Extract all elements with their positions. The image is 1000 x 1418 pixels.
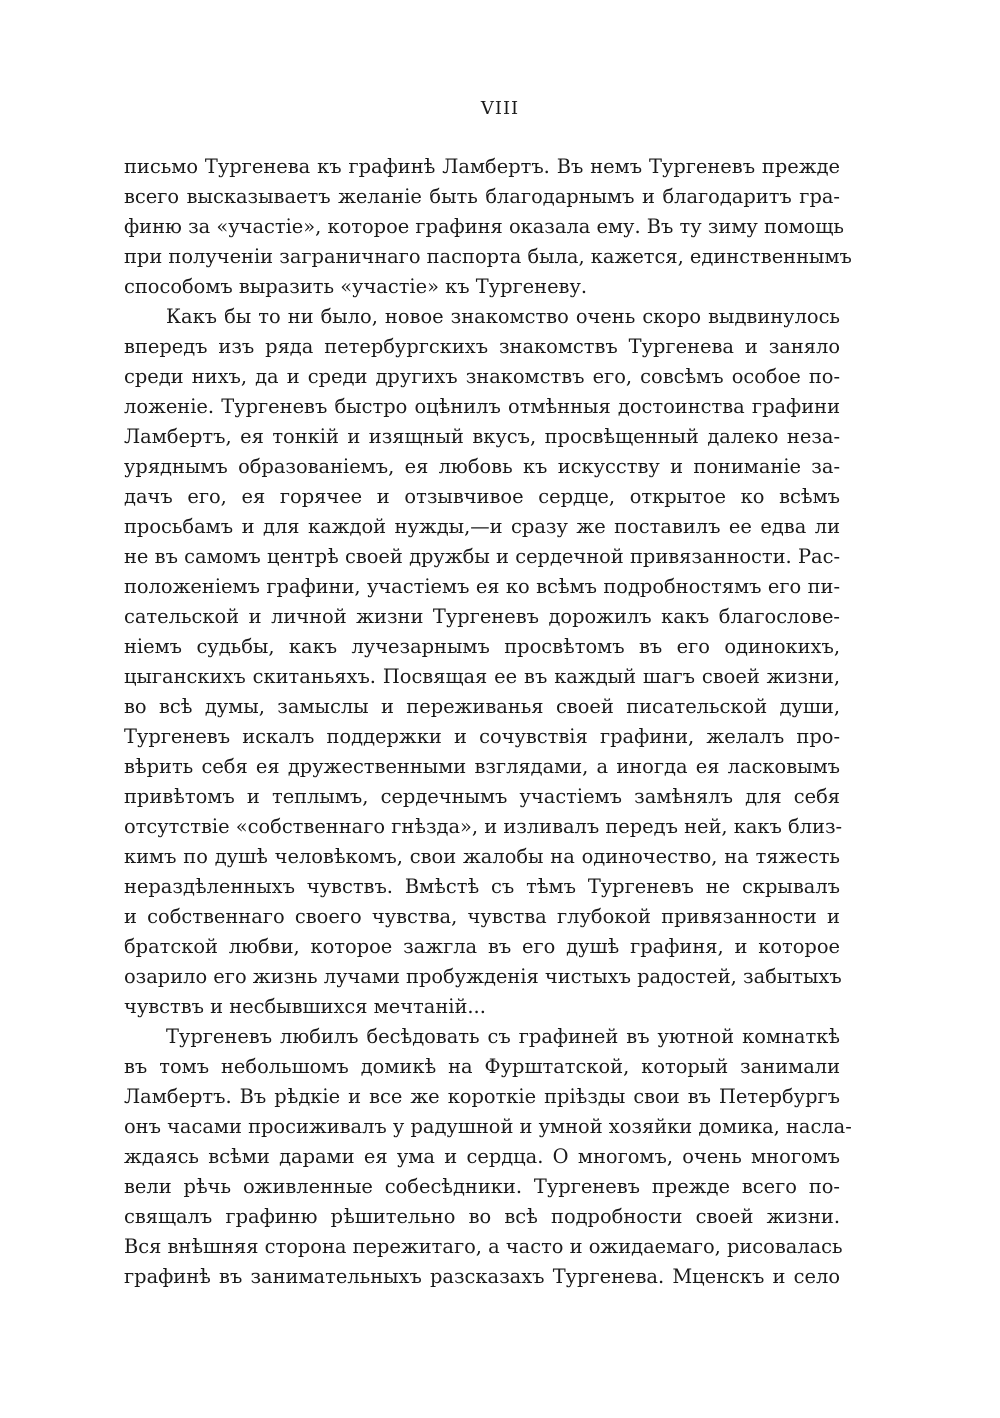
text-line: онъ часами просиживалъ у радушной и умной хозяйки домика, насла- xyxy=(124,1115,852,1138)
paragraph-3 xyxy=(124,1022,852,1292)
text-line: уряднымъ образованіемъ, ея любовь къ искусству и пониманіе за- xyxy=(124,455,840,478)
text-line: свящалъ графиню рѣшительно во всѣ подробности своей жизни. xyxy=(124,1205,840,1228)
text-line: способомъ выразить «участіе» къ Тургеневу. xyxy=(124,275,588,298)
page-number: VIII xyxy=(480,98,520,119)
text-line: во всѣ думы, замыслы и переживанья своей писательской души, xyxy=(124,695,840,718)
text-line: цыганскихъ скитаньяхъ. Посвящая ее въ каждый шагъ своей жизни, xyxy=(124,665,840,688)
body-text xyxy=(124,152,852,1292)
text-line: ждаясь всѣми дарами ея ума и сердца. О многомъ, очень многомъ xyxy=(124,1145,840,1168)
paragraph-1 xyxy=(124,152,852,302)
text-line: не въ самомъ центрѣ своей дружбы и сердечной привязанности. Рас- xyxy=(124,545,840,568)
text-line: ніемъ судьбы, какъ лучезарнымъ просвѣтомъ въ его одинокихъ, xyxy=(124,635,840,658)
paragraph-2 xyxy=(124,302,843,1022)
text-line: финю за «участіе», которое графиня оказала ему. Въ ту зиму помощь xyxy=(124,215,844,238)
text-line: нераздѣленныхъ чувствъ. Вмѣстѣ съ тѣмъ Тургеневъ не скрывалъ xyxy=(124,875,840,898)
text-line: впередъ изъ ряда петербургскихъ знакомствъ Тургенева и заняло xyxy=(124,335,840,358)
text-line: сательской и личной жизни Тургеневъ дорожилъ какъ благослове- xyxy=(124,605,840,628)
text-line: Тургеневъ искалъ поддержки и сочувствія графини, желалъ про- xyxy=(124,725,840,748)
text-line: кимъ по душѣ человѣкомъ, свои жалобы на одиночество, на тяжесть xyxy=(124,845,840,868)
text-line: просьбамъ и для каждой нужды,—и сразу же поставилъ ее едва ли xyxy=(124,515,840,538)
text-line: ложеніе. Тургеневъ быстро оцѣнилъ отмѣнныя достоинства графини xyxy=(124,395,840,418)
text-line: графинѣ въ занимательныхъ разсказахъ Тургенева. Мценскъ и село xyxy=(124,1265,840,1288)
text-line: письмо Тургенева къ графинѣ Ламбертъ. Въ немъ Тургеневъ прежде xyxy=(124,155,840,178)
text-line: братской любви, которое зажгла въ его душѣ графиня, и которое xyxy=(124,935,840,958)
text-line: положеніемъ графини, участіемъ ея ко всѣмъ подробностямъ его пи- xyxy=(124,575,840,598)
text-line: Тургеневъ любилъ бесѣдовать съ графиней въ уютной комнаткѣ xyxy=(166,1025,840,1048)
text-line: озарило его жизнь лучами пробужденія чистыхъ радостей, забытыхъ xyxy=(124,965,842,988)
text-line: чувствъ и несбывшихся мечтаній... xyxy=(124,995,486,1018)
text-line: Вся внѣшняя сторона пережитаго, а часто и ожидаемаго, рисовалась xyxy=(124,1235,843,1258)
text-line: дачъ его, ея горячее и отзывчивое сердце, открытое ко всѣмъ xyxy=(124,485,840,508)
text-line: привѣтомъ и теплымъ, сердечнымъ участіемъ замѣнялъ для себя xyxy=(124,785,840,808)
text-line: Какъ бы то ни было, новое знакомство очень скоро выдвинулось xyxy=(166,305,840,328)
text-line: Ламбертъ. Въ рѣдкіе и все же короткіе пріѣзды свои въ Петербургъ xyxy=(124,1085,840,1108)
text-line: и собственнаго своего чувства, чувства глубокой привязанности и xyxy=(124,905,840,928)
text-line: отсутствіе «собственнаго гнѣзда», и изливалъ передъ ней, какъ близ- xyxy=(124,815,843,838)
text-line: Ламбертъ, ея тонкій и изящный вкусъ, просвѣщенный далеко неза- xyxy=(124,425,840,448)
text-line: въ томъ небольшомъ домикѣ на Фурштатской, который занимали xyxy=(124,1055,840,1078)
text-line: среди нихъ, да и среди другихъ знакомствъ его, совсѣмъ особое по- xyxy=(124,365,840,388)
text-line: при полученіи заграничнаго паспорта была, кажется, единственнымъ xyxy=(124,245,852,268)
text-line: всего высказываетъ желаніе быть благодарнымъ и благодаритъ гра- xyxy=(124,185,840,208)
text-line: вѣрить себя ея дружественными взглядами, а иногда ея ласковымъ xyxy=(124,755,840,778)
text-line: вели рѣчь оживленные собесѣдники. Тургеневъ прежде всего по- xyxy=(124,1175,840,1198)
